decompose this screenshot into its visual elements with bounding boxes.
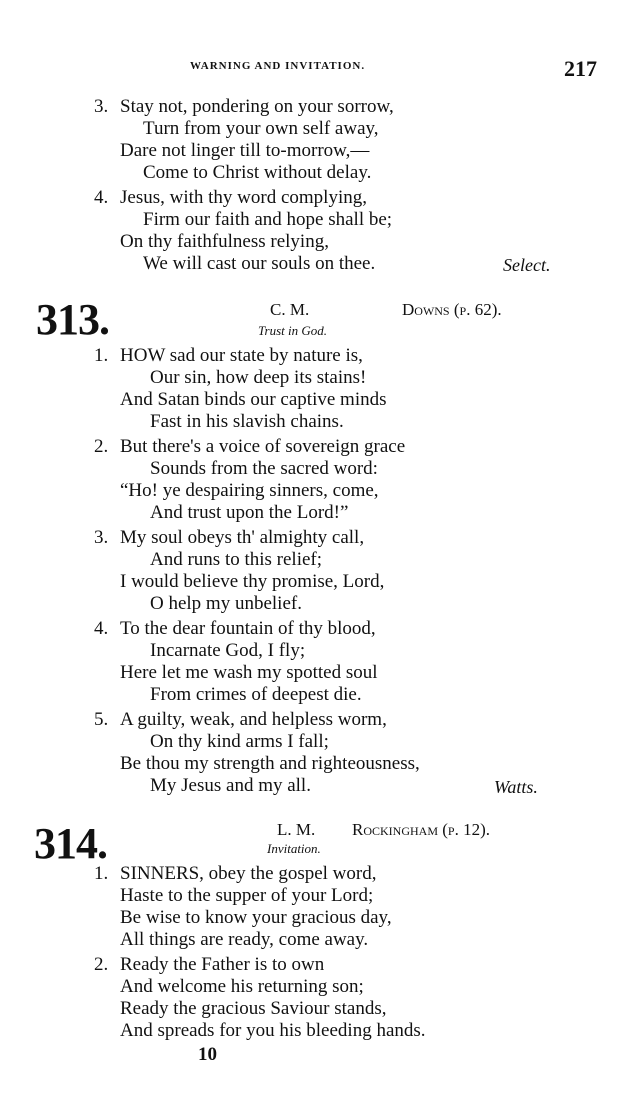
verse-line: My Jesus and my all. — [150, 775, 311, 796]
verse-line: To the dear fountain of thy blood, — [120, 618, 376, 639]
verse-line: HOW sad our state by nature is, — [120, 345, 363, 366]
stanza-number: 2. — [94, 436, 109, 457]
verse-line: Here let me wash my spotted soul — [120, 662, 378, 683]
verse-line: Firm our faith and hope shall be; — [143, 209, 393, 230]
hymn-title: Invitation. — [267, 841, 321, 856]
verse-line: Come to Christ without delay. — [143, 162, 372, 183]
verse-line: My soul obeys th' almighty call, — [120, 527, 365, 548]
verse-line: Ready the Father is to own — [120, 954, 325, 975]
running-title: WARNING AND INVITATION. — [190, 60, 366, 72]
verse-line: On thy kind arms I fall; — [150, 731, 329, 752]
stanza-number: 4. — [94, 187, 109, 208]
verse-line: Ready the gracious Saviour stands, — [120, 998, 387, 1019]
verse-line: And trust upon the Lord!” — [150, 502, 349, 523]
stanza-number: 3. — [94, 527, 109, 548]
hymn-number: 313. — [36, 295, 109, 344]
stanza-number: 3. — [94, 96, 109, 117]
page-number: 217 — [564, 56, 597, 81]
author-attribution: Select. — [503, 255, 551, 275]
verse-line: All things are ready, come away. — [120, 929, 369, 950]
verse-line: Be thou my strength and righteousness, — [120, 753, 420, 774]
verse-line: But there's a voice of sovereign grace — [120, 436, 406, 457]
verse-line: Incarnate God, I fly; — [150, 640, 306, 661]
verse-line: Fast in his slavish chains. — [150, 411, 344, 432]
verse-line: And welcome his returning son; — [120, 976, 364, 997]
author-attribution: Watts. — [494, 777, 538, 797]
signature-mark: 10 — [198, 1044, 217, 1065]
verse-line: Turn from your own self away, — [143, 118, 379, 139]
verse-line: Haste to the supper of your Lord; — [120, 885, 374, 906]
verse-line: I would believe thy promise, Lord, — [120, 571, 385, 592]
stanza-number: 1. — [94, 863, 109, 884]
verse-line: Sounds from the sacred word: — [150, 458, 378, 479]
hymn-meter: L. M. — [277, 820, 316, 839]
verse-line: O help my unbelief. — [150, 593, 302, 614]
verse-line: Our sin, how deep its stains! — [150, 367, 367, 388]
hymn-number: 314. — [34, 819, 107, 868]
verse-line: Stay not, pondering on your sorrow, — [120, 96, 394, 117]
hymn-meter: C. M. — [270, 300, 310, 319]
verse-line: We will cast our souls on thee. — [143, 253, 376, 274]
hymn-title: Trust in God. — [258, 323, 327, 338]
verse-line: And runs to this relief; — [150, 549, 323, 570]
stanza-number: 2. — [94, 954, 109, 975]
verse-line: Jesus, with thy word complying, — [120, 187, 367, 208]
tune-name: Downs (p. 62). — [402, 300, 502, 319]
verse-line: From crimes of deepest die. — [150, 684, 362, 705]
verse-line: “Ho! ye despairing sinners, come, — [120, 480, 379, 501]
verse-line: Be wise to know your gracious day, — [120, 907, 392, 928]
stanza-number: 5. — [94, 709, 109, 730]
verse-line: On thy faithfulness relying, — [120, 231, 329, 252]
tune-name: Rockingham (p. 12). — [352, 820, 491, 839]
verse-line: A guilty, weak, and helpless worm, — [120, 709, 387, 730]
stanza-number: 1. — [94, 345, 109, 366]
stanza-number: 4. — [94, 618, 109, 639]
verse-line: SINNERS, obey the gospel word, — [120, 863, 377, 884]
verse-line: And Satan binds our captive minds — [120, 389, 387, 410]
verse-line: Dare not linger till to-morrow,— — [120, 140, 370, 161]
verse-line: And spreads for you his bleeding hands. — [120, 1020, 426, 1041]
